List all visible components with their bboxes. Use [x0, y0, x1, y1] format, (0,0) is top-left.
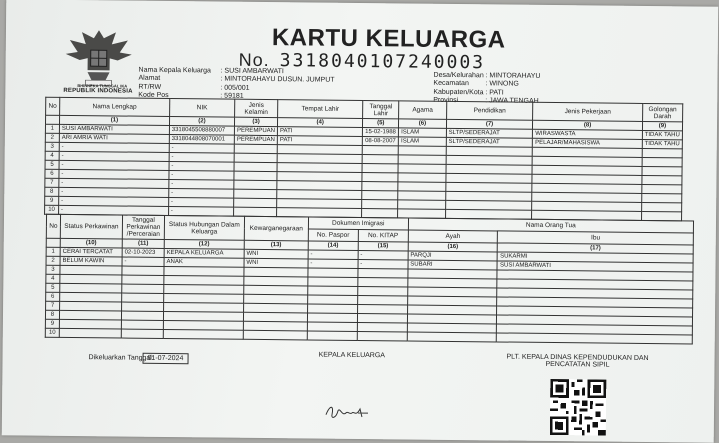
kk-number: 3318040107240003 — [280, 50, 486, 73]
row-number: 9 — [45, 196, 59, 205]
meta-value: : SUSI AMBARWATI — [221, 68, 284, 76]
row-number: 7 — [46, 301, 60, 310]
table-cell: SUKARMI — [498, 252, 694, 263]
table-cell — [642, 157, 682, 166]
col-header: Agama — [399, 101, 447, 119]
table-cell: SUSI AMBARWATI — [497, 261, 693, 272]
table-cell — [59, 328, 121, 338]
table-cell: ISLAM — [399, 128, 447, 137]
row-number: 4 — [46, 274, 60, 283]
col-number: (14) — [308, 241, 358, 251]
col-header: Pendidikan — [446, 101, 533, 120]
table-cell — [163, 329, 243, 339]
col-header: NIK — [169, 98, 234, 117]
table-cell — [234, 171, 277, 180]
table-cell — [121, 311, 163, 320]
row-number: 6 — [46, 292, 60, 301]
table-cell — [362, 155, 398, 164]
table-cell: BELUM KAWIN — [60, 256, 122, 266]
meta-value: : MINTORAHAYU DUSUN. JUMPUT — [220, 76, 334, 84]
col-header: Nama Orang Tua — [408, 218, 693, 233]
col-header: Ayah — [408, 230, 498, 243]
table-cell — [234, 180, 277, 189]
meta-value: : WINONG — [485, 81, 519, 88]
table-cell: WNI — [244, 249, 308, 259]
table-cell — [398, 191, 446, 200]
official-title-line: PLT. KEPALA DINAS KEPENDUDUKAN DAN — [503, 354, 653, 363]
table-cell — [122, 275, 164, 284]
emblem-caption: REPUBLIK INDONESIA — [63, 88, 132, 95]
table-cell: - — [169, 170, 234, 180]
table-cell: - — [308, 250, 358, 260]
row-number: 9 — [45, 319, 59, 328]
col-number: (10) — [60, 238, 122, 248]
table-cell: - — [59, 196, 169, 206]
table-cell — [234, 153, 277, 162]
table-cell: TIDAK TAHU — [642, 130, 682, 139]
col-number: (11) — [122, 239, 164, 248]
emblem-motto: BHINNEKA TUNGGAL IKA — [77, 83, 127, 89]
issued-label: Dikeluarkan Tanggal: — [89, 354, 154, 362]
table-cell: - — [169, 179, 234, 189]
table-cell — [398, 164, 446, 173]
table-cell: 02-10-2023 — [122, 248, 164, 257]
table-cell: PEREMPUAN — [234, 135, 277, 144]
table-cell — [642, 184, 682, 193]
table-cell: SLTP/SEDERAJAT — [446, 128, 533, 138]
col-number: (1) — [59, 115, 169, 125]
col-header: Ibu — [498, 231, 694, 245]
table-cell — [357, 331, 407, 341]
row-number: 2 — [45, 133, 59, 142]
signature-icon — [322, 401, 372, 424]
table-cell: - — [59, 151, 169, 161]
table-cell — [121, 329, 163, 338]
meta-label: Nama Kepala Keluarga — [139, 67, 221, 76]
meta-label: Desa/Kelurahan — [433, 72, 485, 81]
row-number: 10 — [45, 205, 59, 214]
table-cell: - — [58, 205, 168, 215]
table-cell — [641, 202, 681, 211]
table-cell — [234, 189, 277, 198]
col-header: Nama Lengkap — [60, 97, 170, 116]
meta-label: Kabupaten/Kota — [433, 89, 485, 98]
table-cell: ANAK — [164, 257, 244, 267]
meta-label: Kode Pos — [138, 92, 220, 101]
table-cell — [362, 164, 398, 173]
col-header: Status Hubungan Dalam Keluarga — [164, 215, 244, 240]
document-title: KARTU KELUARGA — [272, 24, 506, 54]
family-status-table — [45, 214, 694, 345]
col-number: (2) — [169, 116, 234, 126]
meta-value: : 59181 — [220, 93, 243, 100]
table-cell — [362, 146, 398, 155]
col-header: Golongan Darah — [642, 103, 682, 121]
col-number: (3) — [235, 117, 278, 126]
table-cell: 3318044808070001 — [169, 134, 234, 144]
col-header: No — [46, 214, 60, 238]
table-cell — [398, 155, 446, 164]
table-cell: CERAI TERCATAT — [60, 247, 122, 257]
row-number: 1 — [46, 247, 60, 256]
table-cell: - — [308, 259, 358, 269]
issued-date: 01-07-2024 — [142, 353, 188, 364]
table-cell — [243, 330, 307, 340]
table-cell: ARI AMRIA WATI — [59, 133, 169, 143]
col-number: (13) — [244, 240, 308, 250]
col-number: (17) — [498, 243, 694, 254]
col-header: No. Paspor — [308, 229, 358, 242]
table-cell: - — [169, 188, 234, 198]
row-number: 8 — [45, 187, 59, 196]
col-header: No. KITAP — [358, 229, 408, 242]
row-number: 6 — [45, 169, 59, 178]
table-cell: - — [59, 187, 169, 197]
table-cell: - — [59, 142, 169, 152]
col-header: Status Perkawinan — [60, 214, 122, 239]
table-cell: KEPALA KELUARGA — [164, 248, 244, 258]
col-number: (7) — [446, 119, 533, 129]
table-cell: - — [122, 257, 164, 266]
row-number: 3 — [46, 265, 60, 274]
meta-label: RT/RW — [138, 83, 220, 92]
table-cell: ISLAM — [399, 137, 447, 146]
table-cell: TIDAK TAHU — [642, 139, 682, 148]
table-cell: - — [169, 152, 234, 162]
table-cell — [122, 266, 164, 275]
col-header: Tanggal Lahir — [363, 101, 399, 119]
official-title — [502, 354, 652, 370]
table-cell — [362, 173, 398, 182]
meta-label: Provinsi — [433, 97, 485, 106]
table-cell: - — [168, 197, 233, 207]
table-cell: - — [169, 143, 234, 153]
row-number: 5 — [45, 160, 59, 169]
table-cell: - — [169, 161, 234, 171]
table-cell: - — [59, 160, 169, 170]
table-cell — [407, 332, 497, 342]
garuda-emblem-icon — [63, 26, 134, 89]
col-header: Tempat Lahir — [278, 100, 363, 119]
row-number: 4 — [45, 151, 59, 160]
col-number: (8) — [533, 120, 643, 130]
meta-value: : MINTORAHAYU — [485, 72, 540, 80]
meta-value: : JAWA TENGAH — [485, 98, 538, 106]
meta-label: Alamat — [138, 75, 220, 84]
col-header: Kewarganegaraan — [244, 216, 308, 241]
col-header: Jenis Kelamin — [235, 99, 278, 117]
meta-value: : PATI — [485, 89, 503, 96]
col-header: Jenis Pekerjaan — [533, 102, 643, 121]
table-cell — [497, 333, 693, 344]
official-title-line: PENCATATAN SIPIL — [502, 361, 652, 370]
col-header: Dokumen Imigrasi — [308, 217, 408, 230]
kepala-keluarga-label: KEPALA KELUARGA — [319, 352, 385, 360]
row-number: 10 — [45, 328, 59, 337]
table-cell: PEREMPUAN — [234, 126, 277, 135]
table-cell — [642, 166, 682, 175]
table-cell: - — [358, 250, 408, 260]
table-cell: - — [59, 169, 169, 179]
table-cell: - — [358, 259, 408, 269]
row-number: 3 — [45, 142, 59, 151]
meta-value: : 005/001 — [220, 84, 249, 91]
document-card — [2, 0, 719, 443]
table-cell — [642, 148, 682, 157]
col-number: (16) — [408, 242, 498, 252]
meta-label: Kecamatan — [433, 80, 485, 89]
row-number: 2 — [46, 256, 60, 265]
table-cell: SUSI AMBARWATI — [59, 124, 169, 134]
col-number: (6) — [399, 119, 447, 128]
col-number: (4) — [278, 118, 363, 128]
row-number: 1 — [45, 124, 59, 133]
kk-number-label: No. — [239, 50, 270, 70]
table-cell — [121, 320, 163, 329]
row-number: 7 — [45, 178, 59, 187]
row-number: 8 — [45, 310, 59, 319]
table-cell — [398, 146, 446, 155]
row-number: 5 — [46, 283, 60, 292]
table-cell — [234, 162, 277, 171]
table-cell: SLTP/SEDERAJAT — [446, 137, 533, 147]
table-cell — [398, 182, 446, 191]
table-cell — [122, 293, 164, 302]
col-header: No — [46, 97, 60, 115]
table-cell: - — [168, 206, 233, 216]
table-cell: SUBARI — [408, 260, 498, 270]
table-cell — [234, 198, 277, 207]
table-cell — [362, 182, 398, 191]
table-cell — [234, 144, 277, 153]
table-cell: PATI — [277, 127, 362, 137]
table-cell: PATI — [277, 136, 362, 146]
table-cell — [121, 302, 163, 311]
table-cell: 15-02-1988 — [363, 128, 399, 137]
qr-code-icon — [550, 379, 607, 436]
table-cell — [398, 200, 446, 209]
table-cell — [362, 200, 398, 209]
table-cell: - — [59, 178, 169, 188]
table-cell: WIRASWASTA — [533, 129, 643, 139]
table-cell — [362, 191, 398, 200]
col-header: Tanggal Perkawinan /Perceraian — [122, 215, 164, 239]
table-cell: PELAJAR/MAHASISWA — [533, 138, 643, 148]
table-cell: 3318045508880007 — [169, 125, 234, 135]
table-cell — [307, 331, 357, 341]
col-number: (5) — [363, 119, 399, 128]
table-cell — [642, 175, 682, 184]
table-cell — [398, 173, 446, 182]
table-cell — [642, 193, 682, 202]
table-cell: PARQJI — [408, 251, 498, 261]
col-number: (9) — [642, 121, 682, 130]
table-cell: WNI — [244, 258, 308, 268]
col-number: (15) — [358, 241, 408, 251]
col-number: (12) — [164, 239, 244, 249]
table-cell — [122, 284, 164, 293]
family-members-table — [44, 97, 683, 222]
table-cell: 08-08-2007 — [363, 137, 399, 146]
